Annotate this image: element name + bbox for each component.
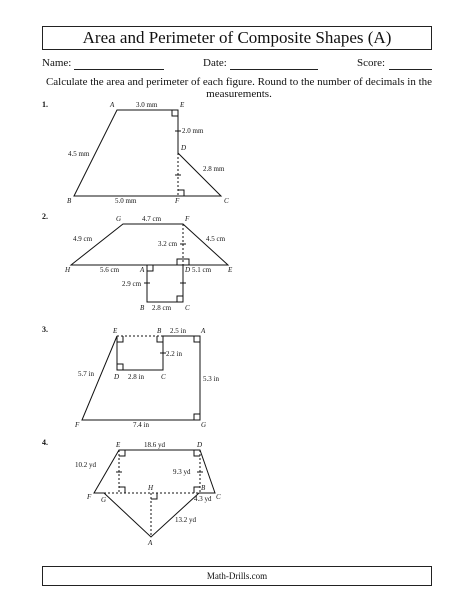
measurement-label: 13.2 yd bbox=[175, 516, 196, 524]
vertex-label: D bbox=[197, 441, 203, 449]
vertex-label: A bbox=[140, 266, 145, 274]
right-angle-mark bbox=[119, 487, 125, 493]
worksheet-title: Area and Perimeter of Composite Shapes (A) bbox=[82, 28, 392, 47]
measurement-label: 2.8 in bbox=[128, 373, 144, 381]
instructions: Calculate the area and perimeter of each figure. Round to the number of decimals in the measurements. bbox=[45, 76, 433, 100]
measurement-label: 2.0 mm bbox=[182, 127, 204, 135]
right-angle-mark bbox=[194, 414, 200, 420]
vertex-label: D bbox=[114, 373, 120, 381]
measurement-label: 2.2 in bbox=[166, 350, 182, 358]
measurement-label: 2.8 mm bbox=[203, 165, 225, 173]
right-angle-mark bbox=[147, 265, 153, 271]
figure-1 bbox=[74, 110, 221, 196]
measurement-label: 18.6 yd bbox=[144, 441, 165, 449]
vertex-label: A bbox=[201, 327, 206, 335]
measurement-label: 5.0 mm bbox=[115, 197, 137, 205]
vertex-label: E bbox=[116, 441, 121, 449]
measurement-label: 3.2 cm bbox=[158, 240, 178, 248]
measurement-label: 10.2 yd bbox=[75, 461, 96, 469]
vertex-label: F bbox=[185, 215, 190, 223]
vertex-label: H bbox=[65, 266, 71, 274]
footer bbox=[42, 566, 432, 586]
vertex-label: G bbox=[101, 496, 107, 504]
right-angle-mark bbox=[151, 493, 157, 499]
vertex-label: B bbox=[67, 197, 72, 205]
measurement-label: 5.3 in bbox=[203, 375, 219, 383]
right-angle-mark bbox=[119, 450, 125, 456]
name-label: Name: bbox=[42, 57, 72, 69]
vertex-label: G bbox=[116, 215, 122, 223]
measurement-label: 4.3 yd bbox=[194, 495, 212, 503]
right-angle-mark bbox=[172, 110, 178, 116]
figure-1-outline bbox=[74, 110, 221, 196]
vertex-label: E bbox=[180, 101, 185, 109]
right-angle-mark bbox=[177, 259, 183, 265]
measurement-label: 3.0 mm bbox=[136, 101, 158, 109]
vertex-label: F bbox=[175, 197, 180, 205]
measurement-label: 4.5 mm bbox=[68, 150, 90, 158]
measurement-label: 9.3 yd bbox=[173, 468, 191, 476]
problem-number: 3. bbox=[42, 325, 48, 334]
date-label: Date: bbox=[203, 57, 227, 69]
figure-4 bbox=[94, 450, 215, 537]
vertex-label: G bbox=[201, 421, 207, 429]
vertex-label: F bbox=[87, 493, 92, 501]
problem-number: 2. bbox=[42, 212, 48, 221]
vertex-label: C bbox=[185, 304, 190, 312]
score-label: Score: bbox=[357, 57, 386, 69]
figure-2 bbox=[71, 224, 228, 302]
vertex-label: E bbox=[228, 266, 233, 274]
right-angle-mark bbox=[117, 336, 123, 342]
vertex-label: D bbox=[185, 266, 191, 274]
right-angle-mark bbox=[194, 336, 200, 342]
vertex-label: B bbox=[140, 304, 145, 312]
right-angle-mark bbox=[183, 259, 189, 265]
measurement-label: 2.9 cm bbox=[122, 280, 142, 288]
measurement-label: 4.5 cm bbox=[206, 235, 226, 243]
measurement-label: 2.8 cm bbox=[152, 304, 172, 312]
right-angle-mark bbox=[194, 487, 200, 493]
figure-2-trapezoid bbox=[71, 224, 228, 265]
footer-text: Math-Drills.com bbox=[206, 571, 268, 581]
vertex-label: A bbox=[110, 101, 115, 109]
right-angle-mark bbox=[178, 190, 184, 196]
vertex-label: B bbox=[201, 484, 206, 492]
vertex-label: C bbox=[161, 373, 166, 381]
vertex-label: B bbox=[157, 327, 162, 335]
measurement-label: 2.5 in bbox=[170, 327, 186, 335]
vertex-label: E bbox=[113, 327, 118, 335]
measurement-label: 4.7 cm bbox=[142, 215, 162, 223]
right-angle-mark bbox=[194, 450, 200, 456]
vertex-label: A bbox=[148, 539, 153, 547]
vertex-label: F bbox=[75, 421, 80, 429]
problem-number: 4. bbox=[42, 438, 48, 447]
vertex-label: D bbox=[181, 144, 187, 152]
vertex-label: C bbox=[224, 197, 229, 205]
right-angle-mark bbox=[157, 336, 163, 342]
problem-number: 1. bbox=[42, 100, 48, 109]
vertex-label: C bbox=[216, 493, 221, 501]
measurement-label: 5.1 cm bbox=[192, 266, 212, 274]
right-angle-mark bbox=[177, 296, 183, 302]
measurement-label: 4.9 cm bbox=[73, 235, 93, 243]
measurement-label: 5.7 in bbox=[78, 370, 94, 378]
right-angle-mark bbox=[117, 364, 123, 370]
measurement-label: 7.4 in bbox=[133, 421, 149, 429]
vertex-label: H bbox=[148, 484, 154, 492]
measurement-label: 5.6 cm bbox=[100, 266, 120, 274]
